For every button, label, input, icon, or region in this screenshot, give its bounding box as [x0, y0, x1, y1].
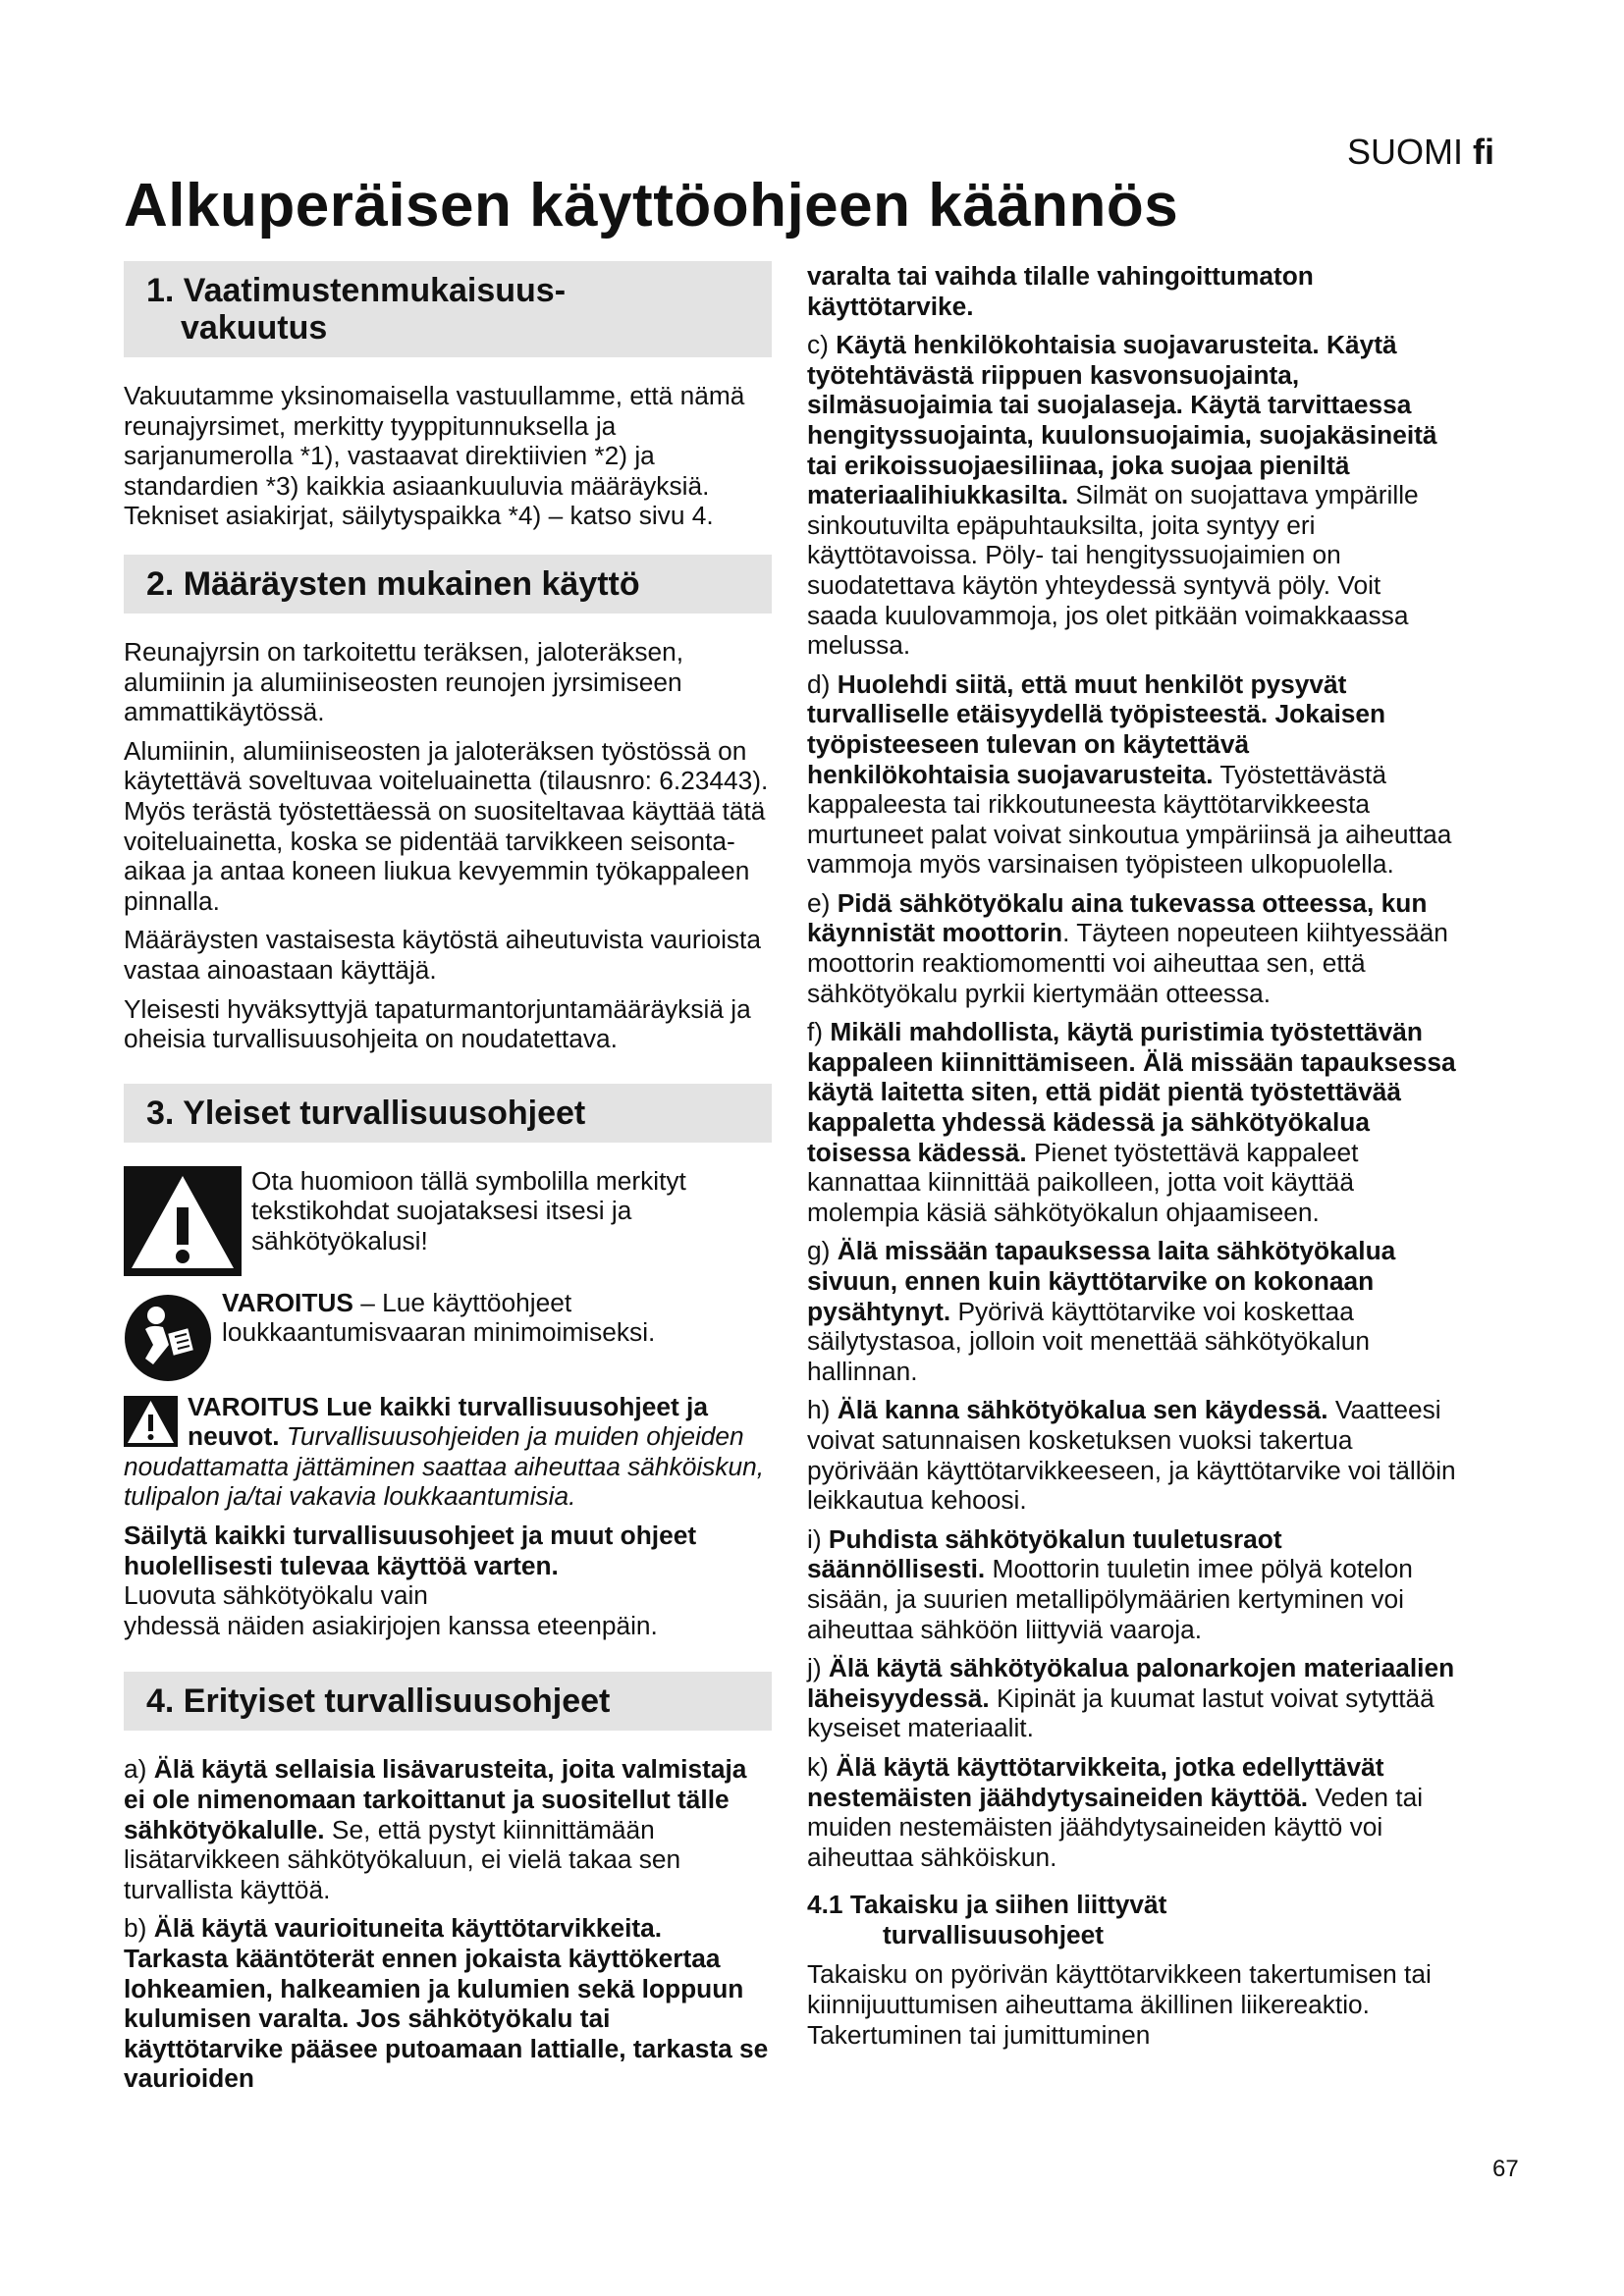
item-k: k) Älä käytä käyttötarvikkeita, jotka edellyttävät nestemäisten jäähdytysaineiden käyttöä. Veden tai muiden nestemäisten jäähdytysaineiden käyttö voi aiheuttaa sähköiskun. — [807, 1751, 1424, 1872]
item-c: c) Käytä henkilökohtaisia suojavarusteita. Käytä työtehtävästä riippuen kasvonsuojainta, silmäsuojaimia tai suojalaseja. Käytä tarvittaessa hengityssuojainta, kuulonsuojaimia, suojakäsineitä tai erikoissuojaesiliinaa, joka suojaa pieniltä materiaalihiukkasilta. Silmät on suojattava ympärille sinkoutuvilta epäpuhtauksilta, joita syntyy eri käyttötavoissa. Pöly- tai hengityssuojaimien on suodatettava käytön yhteydessä syntyvä pöly. Voit saada kuulovammoja, jos olet pitkään voimakkaassa melussa. — [807, 330, 1437, 661]
read-manual-warning — [124, 1288, 772, 1382]
page-number: 67 — [1492, 2156, 1519, 2182]
item-f: f) Mikäli mahdollista, käytä puristimia työstettävän kappaleen kiinnittämiseen. Älä missään tapauksessa käytä laitetta siten, että pidät pientä työstettävää kappaletta yhdessä kädessä ja sähkötyökalua toisessa kädessä. Pienet työstettävä kappaleet kannattaa kiinnittää paikolleen, jotta voit käyttää molempia käsiä sähkötyökalun ohjaamiseen. — [807, 1017, 1456, 1227]
item-b: b) Älä käytä vaurioituneita käyttötarvikkeita. Tarkasta kääntöterät ennen jokaista käyttökertaa lohkeamien, halkeamien ja kulumien sekä loppuun kulumisen varalta. Jos sähkötyökalu tai käyttötarvike pääsee putoamaan lattialle, tarkasta se vaurioiden — [124, 1913, 769, 2094]
section-1-heading: 1. Vaatimustenmukaisuus- vakuutus — [124, 261, 772, 357]
keep-instructions: Säilytä kaikki turvallisuusohjeet ja muut ohjeet huolellisesti tulevaa käyttöä varten. Luovuta sähkötyökalu vain yhdessä näiden asiakirjojen kanssa eteenpäin. — [124, 1521, 697, 1640]
item-e: e) Pidä sähkötyökalu aina tukevassa otteessa, kun käynnistät moottorin. Täyteen nopeuteen kiihtyessään moottorin reaktiomomentti voi aiheuttaa sen, että sähkötyökalu pyrkii kiertymään otteessa. — [807, 887, 1448, 1008]
right-column — [807, 261, 1457, 2058]
section-2-p3: Määräysten vastaisesta käytöstä aiheutuvista vaurioista vastaa ainoastaan käyttäjä. — [124, 925, 761, 985]
warning-triangle-small-icon — [124, 1396, 178, 1447]
language-label — [1347, 132, 1494, 173]
item-i: i) Puhdista sähkötyökalun tuuletusraot säännöllisesti. Moottorin tuuletin imee pölyä kotelon sisään, ja suurien metallipölymäärien kertyminen voi aiheuttaa sähköön liittyviä vaaroja. — [807, 1523, 1413, 1644]
left-column — [124, 261, 772, 2103]
section-2-p4: Yleisesti hyväksyttyjä tapaturmantorjuntamääräyksiä ja oheisia turvallisuusohjeita on noudatettava. — [124, 993, 751, 1054]
section-3-heading: 3. Yleiset turvallisuusohjeet — [124, 1084, 772, 1143]
language-code: fi — [1473, 132, 1495, 172]
item-j: j) Älä käytä sähkötyökalua palonarkojen materiaalien läheisyydessä. Kipinät ja kuumat lastut voivat sytyttää kyseiset materiaalit. — [807, 1653, 1455, 1743]
read-manual-text: VAROITUS – Lue käyttöohjeet loukkaantumisvaaran minimoimiseksi. — [222, 1287, 656, 1348]
general-warning: VAROITUS Lue kaikki turvallisuusohjeet ja neuvot. Turvallisuusohjeiden ja muiden ohjeiden noudattamatta jättäminen saattaa aiheuttaa sähköiskun, tulipalon ja/tai vakavia loukkaantumisia. — [124, 1391, 765, 1512]
section-2-heading: 2. Määräysten mukainen käyttö — [124, 555, 772, 614]
item-a: a) Älä käytä sellaisia lisävarusteita, joita valmistaja ei ole nimenomaan tarkoittanut ja suositellut tälle sähkötyökalulle. Se, että pystyt kiinnittämään lisätarvikkeen sähkötyökaluun, ei vielä takaa sen turvallista käyttöä. — [124, 1754, 747, 1904]
symbol-note — [124, 1166, 772, 1276]
section-4-1-text: Takaisku on pyörivän käyttötarvikkeen takertumisen tai kiinnijuuttumisen aiheuttama äkillinen liikereaktio. Takertuminen tai jumittuminen — [807, 1959, 1432, 2050]
language-name: SUOMI — [1347, 132, 1464, 172]
section-4-heading: 4. Erityiset turvallisuusohjeet — [124, 1672, 772, 1731]
section-2-p1: Reunajyrsin on tarkoitettu teräksen, jaloteräksen, alumiinin ja alumiiniseosten reunojen jyrsimiseen ammattikäytössä. — [124, 636, 684, 727]
section-4-1-heading: 4.1 Takaisku ja siihen liittyvät turvallisuusohjeet — [807, 1890, 1167, 1949]
item-d: d) Huolehdi siitä, että muut henkilöt pysyvät turvalliselle etäisyydellä työpisteestä. Jokaisen työpisteeseen tulevan on käytettävä henkilökohtaisia suojavarusteita. Työstettävästä kappaleesta tai rikkoutuneesta käyttötarvikkeesta murtuneet palat voivat sinkoutua ympäriinsä ja aiheuttaa vammoja myös varsinaisen työpisteen ulkopuolella. — [807, 668, 1452, 880]
read-manual-icon — [124, 1294, 212, 1382]
item-g: g) Älä missään tapauksessa laita sähkötyökalua sivuun, ennen kuin käyttötarvike on kokonaan pysähtynyt. Pyörivä käyttötarvike voi koskettaa säilytystasoa, jolloin voit menettää sähkötyökalun hallinnan. — [807, 1236, 1396, 1386]
page-title: Alkuperäisen käyttöohjeen käännös — [124, 172, 1179, 240]
symbol-note-text: Ota huomioon tällä symbolilla merkityt tekstikohdat suojataksesi itsesi ja sähkötyökalusi! — [251, 1165, 686, 1255]
item-h: h) Älä kanna sähkötyökalua sen käydessä. Vaatteesi voivat satunnaisen kosketuksen vuoksi takertua pyörivään käyttötarvikkeeseen, ja käyttötarvike voi tällöin leikkautua kehoosi. — [807, 1395, 1456, 1516]
section-2-p2b: Myös terästä työstettäessä on suositeltavaa käyttää tätä voiteluainetta, koska se pidentää tarvikkeen seisonta-aikaa ja antaa koneen liukua kevyemmin työkappaleen pinnalla. — [124, 795, 766, 916]
item-b-continued: varalta tai vaihda tilalle vahingoittumaton käyttötarvike. — [807, 261, 1314, 321]
section-1-text: Vakuutamme yksinomaisella vastuullamme, että nämä reunajyrsimet, merkitty tyyppitunnuksella ja sarjanumerolla *1), vastaavat direktiivien *2) ja standardien *3) kaikkia asiaankuuluvia määräyksiä. Tekniset asiakirjat, säilytyspaikka *4) – katso sivu 4. — [124, 381, 745, 531]
section-2-p2a: Alumiinin, alumiiniseosten ja jaloteräksen työstössä on käytettävä soveltuvaa voiteluainetta (tilausnro: 6.23443). — [124, 735, 769, 796]
warning-triangle-icon — [124, 1166, 242, 1276]
